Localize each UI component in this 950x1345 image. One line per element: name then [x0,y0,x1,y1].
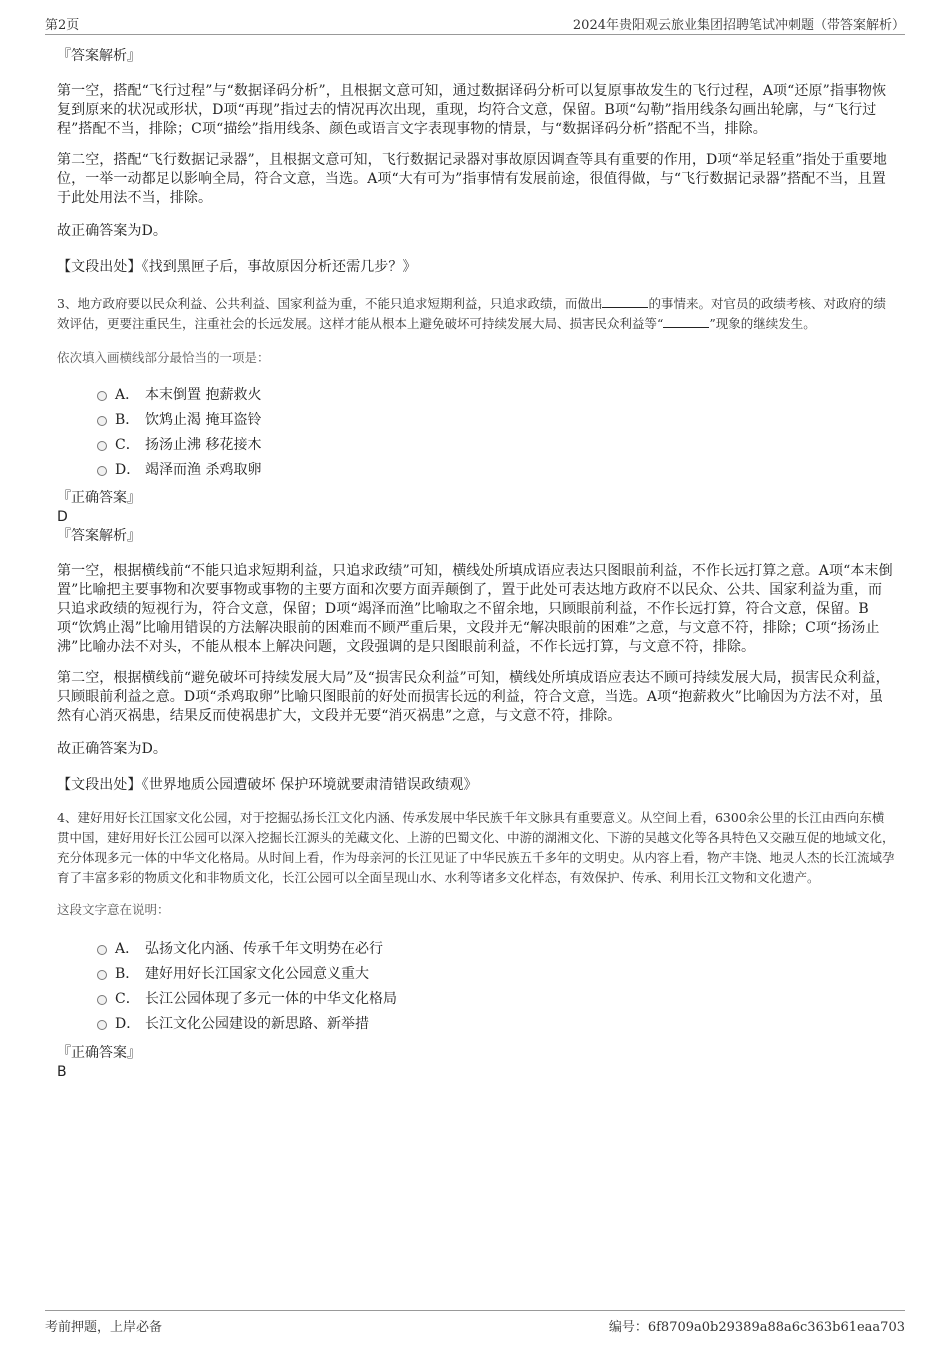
q4-prompt: 这段文字意在说明： [57,902,170,917]
q3-source: 【文段出处】《世界地质公园遭破坏 保护环境就要肃清错误政绩观》 [57,777,478,793]
q3-prompt: 依次填入画横线部分最恰当的一项是： [57,350,270,365]
q4-option-c[interactable]: C． 长江公园体现了多元一体的中华文化格局 [57,987,895,1012]
q3-blank-1 [602,295,648,308]
radio-icon[interactable] [97,441,107,451]
page-header [45,12,905,35]
q3-text-part-1: 3、地方政府要以民众利益、公共利益、国家利益为重，不能只追求短期利益，只追求政绩，而做出 [57,296,603,311]
page-footer [45,1310,905,1335]
footer-slogan: 考前押题，上岸必备 [45,1320,163,1335]
q3-blank-2 [663,315,709,328]
q3-correct-label: 『正确答案』 [57,490,141,506]
q3-question-text [57,294,895,334]
q3-options [57,383,895,483]
q4-options [57,937,895,1037]
radio-icon[interactable] [97,970,107,980]
q2-analysis-para-2: 第二空，搭配“飞行数据记录器”，且根据文意可知，飞行数据记录器对事故原因调查等具有重要的作用，D项“举足轻重”指处于重要地位，一举一动都足以影响全局，符合文意，当选。A项“大有可为”指事情有发展前途，很值得做，与“飞行数据记录器”搭配不当，且置于此处用法不当，排除。 [57,152,887,206]
q2-conclusion: 故正确答案为D。 [57,223,168,239]
q3-conclusion: 故正确答案为D。 [57,741,168,757]
q3-analysis-label: 『答案解析』 [57,528,141,544]
radio-icon[interactable] [97,945,107,955]
radio-icon[interactable] [97,416,107,426]
q4-correct-label: 『正确答案』 [57,1045,141,1061]
radio-icon[interactable] [97,391,107,401]
q4-question-text: 4、建好用好长江国家文化公园，对于挖掘弘扬长江文化内涵、传承发展中华民族千年文脉具有重要意义。从空间上看，6300余公里的长江由西向东横贯中国，建好用好长江公园可以深入挖掘长江源头的羌藏文化、上游的巴蜀文化、中游的湖湘文化、下游的吴越文化等各具特色又交融互促的地域文化，充分体现多元一体的中华文化格局。从时间上看，作为母亲河的长江见证了中华民族五千多年的文明史。从内容上看，物产丰饶、地灵人杰的长江流域孕育了丰富多彩的物质文化和非物质文化，长江公园可以全面呈现山水、水利等诸多文化样态，有效保护、传承、利用长江文物和文化遗产。 [57,810,895,885]
document-title: 2024年贵阳观云旅业集团招聘笔试冲刺题（带答案解析） [572,18,905,33]
radio-icon[interactable] [97,466,107,476]
q3-correct-answer: D [57,509,68,525]
q3-text-part-2: 的事情来。对官员的政绩考核、对政府的绩效评估，更要注重民生，注重社会的长远发展。这样才能从根本上避免破坏可持续发展大局、损害民众利益等“ [57,296,886,331]
q2-analysis-label: 『答案解析』 [57,48,141,64]
q2-analysis-para-1: 第一空，搭配“飞行过程”与“数据译码分析”，且根据文意可知，通过数据译码分析可以复原事故发生的飞行过程，A项“还原”指事物恢复到原来的状况或形状，D项“再现”指过去的情况再次出现，重现，均符合文意，保留。B项“勾勒”指用线条勾画出轮廓，与“飞行过程”搭配不当，排除；C项“描绘”指用线条、颜色或语言文字表现事物的情景，与“数据译码分析”搭配不当，排除。 [57,83,887,137]
page-content [57,44,895,1081]
q4-option-d[interactable]: D． 长江文化公园建设的新思路、新举措 [57,1012,895,1037]
q3-text-part-3: ”现象的继续发生。 [709,316,816,331]
q2-source: 【文段出处】《找到黑匣子后，事故原因分析还需几步？》 [57,259,417,275]
footer-serial: 编号：6f8709a0b29389a88a6c363b61eaa703 [608,1320,905,1335]
radio-icon[interactable] [97,1020,107,1030]
q3-option-a[interactable]: A． 本末倒置 抱薪救火 [57,383,895,408]
q3-option-b[interactable]: B． 饮鸩止渴 掩耳盗铃 [57,408,895,433]
q4-correct-answer: B [57,1064,67,1080]
q3-option-d[interactable]: D． 竭泽而渔 杀鸡取卵 [57,458,895,483]
q4-option-a[interactable]: A． 弘扬文化内涵、传承千年文明势在必行 [57,937,895,962]
q4-option-b[interactable]: B． 建好用好长江国家文化公园意义重大 [57,962,895,987]
q3-analysis-para-1: 第一空，根据横线前“不能只追求短期利益，只追求政绩”可知，横线处所填成语应表达只图眼前利益，不作长远打算之意。A项“本末倒置”比喻把主要事物和次要事物或事物的主要方面和次要方面弄颠倒了，置于此处可表达地方政府不以民众、公共、国家利益为重，而只追求政绩的短视行为，符合文意，保留；D项“竭泽而渔”比喻取之不留余地，只顾眼前利益，不作长远打算，符合文意，保留。B项“饮鸩止渴”比喻用错误的方法解决眼前的困难而不顾严重后果，文段并无“解决眼前的困难”之意，与文意不符，排除；C项“扬汤止沸”比喻办法不对头，不能从根本上解决问题，文段强调的是只图眼前利益，不作长远打算，与文意不符，排除。 [57,563,893,655]
radio-icon[interactable] [97,995,107,1005]
q3-option-c[interactable]: C． 扬汤止沸 移花接木 [57,433,895,458]
q3-analysis-para-2: 第二空，根据横线前“避免破坏可持续发展大局”及“损害民众利益”可知，横线处所填成语应表达不顾可持续发展大局，损害民众利益，只顾眼前利益之意。D项“杀鸡取卵”比喻只图眼前的好处而损害长远的利益，符合文意，当选。A项“抱薪救火”比喻因为方法不对，虽然有心消灭祸患，结果反而使祸患扩大，文段并无要“消灭祸患”之意，与文意不符，排除。 [57,670,890,724]
page-number: 第2页 [45,18,80,33]
